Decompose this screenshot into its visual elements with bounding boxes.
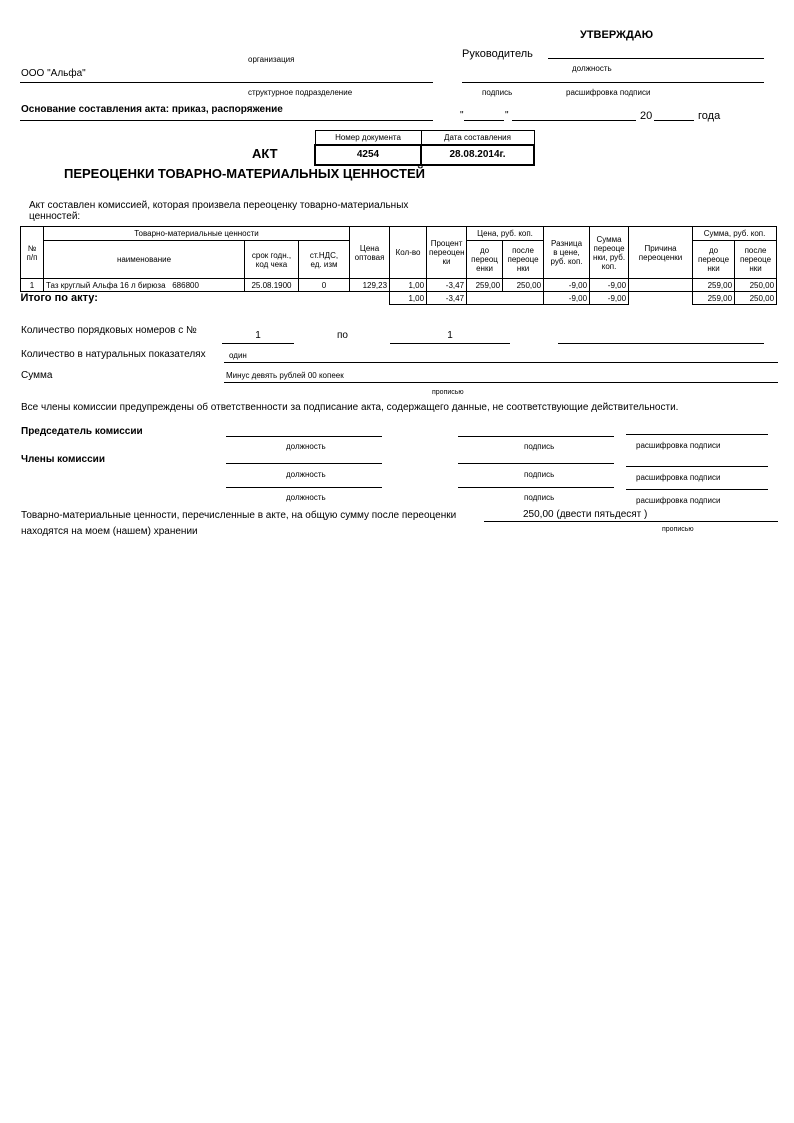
date-day-line[interactable]: [464, 120, 504, 121]
footer-line-2: находятся на моем (нашем) хранении: [21, 526, 198, 537]
numbers-label: Количество порядковых номеров с №: [21, 325, 197, 336]
approve-heading: УТВЕРЖДАЮ: [580, 29, 654, 41]
total-label: Итого по акту:: [20, 291, 98, 304]
head-decode-caption: расшифровка подписи: [566, 88, 651, 97]
number-extra-line[interactable]: [558, 343, 764, 344]
head-position-line[interactable]: [548, 58, 764, 59]
doc-number-table: [314, 130, 535, 166]
member2-position-caption: должность: [286, 493, 326, 502]
natural-line[interactable]: [224, 362, 778, 363]
doc-date: 28.08.2014г.: [421, 145, 534, 165]
footer-line-1: Товарно-материальные ценности, перечисленные в акте, на общую сумму после переоценки: [21, 510, 457, 521]
total-diff: -9,00: [544, 292, 590, 305]
header-shelf: срок годн., код чека: [245, 241, 299, 279]
doc-subtitle: ПЕРЕОЦЕНКИ ТОВАРНО-МАТЕРИАЛЬНЫХ ЦЕННОСТЕЙ: [64, 166, 425, 181]
header-wholesale: Цена оптовая: [350, 227, 390, 279]
member1-signature-line[interactable]: [458, 463, 614, 464]
footer-amount-line[interactable]: [484, 521, 778, 522]
table-row: [21, 279, 777, 292]
number-header: Номер документа: [315, 131, 421, 145]
header-sum: Сумма, руб. коп.: [693, 227, 777, 241]
footer-amount: 250,00 (двести пятьдесят ): [523, 509, 648, 520]
header-rev-sum: Сумма переоце нки, руб. коп.: [590, 227, 629, 279]
head-label: Руководитель: [462, 48, 533, 60]
doc-title: АКТ: [252, 146, 278, 161]
member1-signature-caption: подпись: [524, 470, 555, 479]
org-name: ООО "Альфа": [21, 68, 86, 79]
header-num: № п/п: [21, 227, 44, 279]
doc-number: 4254: [315, 145, 421, 165]
chair-position-line[interactable]: [226, 436, 382, 437]
chair-decode-caption: расшифровка подписи: [636, 441, 721, 450]
sum-line[interactable]: [224, 382, 778, 383]
header-price-after: после переоце нки: [503, 241, 544, 279]
member2-decode-caption: расшифровка подписи: [636, 496, 721, 505]
number-from-line[interactable]: [222, 343, 294, 344]
header-pct: Процент переоцен ки: [427, 227, 467, 279]
chair-signature-line[interactable]: [458, 436, 614, 437]
chair-decode-line[interactable]: [626, 434, 768, 435]
division-caption: структурное подразделение: [248, 88, 353, 97]
head-signature-line[interactable]: [462, 82, 764, 83]
footer-in-words-caption: прописью: [662, 526, 694, 533]
basis-label: Основание составления акта: приказ, распоряжение: [21, 104, 283, 115]
natural-value: один: [229, 351, 247, 360]
intro-line-1: Акт составлен комиссией, которая произвела переоценку товарно-материальных: [29, 200, 409, 211]
head-signature-caption: подпись: [482, 88, 513, 97]
header-reason: Причина переоценки: [629, 227, 693, 279]
header-diff: Разница в цене, руб. коп.: [544, 227, 590, 279]
sum-in-words-caption: прописью: [432, 389, 464, 396]
member2-signature-line[interactable]: [458, 487, 614, 488]
row-sum-before: 259,00: [693, 279, 735, 292]
date-month-line[interactable]: [512, 120, 636, 121]
row-name: Таз круглый Альфа 16 л бирюза 686800: [44, 279, 245, 292]
warning-text: Все члены комиссии предупреждены об ответственности за подписание акта, содержащего данные, не соответствующие действительности.: [21, 402, 679, 413]
date-quote-close: ": [505, 110, 509, 121]
total-qty: 1,00: [390, 292, 427, 305]
total-sum-after: 250,00: [735, 292, 777, 305]
row-wholesale: 129,23: [350, 279, 390, 292]
header-price: Цена, руб. коп.: [467, 227, 544, 241]
number-to-line[interactable]: [390, 343, 510, 344]
header-sum-before: до переоце нки: [693, 241, 735, 279]
member2-position-line[interactable]: [226, 487, 382, 488]
year-prefix: 20: [640, 110, 653, 122]
number-to: 1: [447, 330, 453, 341]
head-position-caption: должность: [572, 64, 612, 73]
total-reason-empty: [629, 292, 693, 305]
row-sum-after: 250,00: [735, 279, 777, 292]
row-price-before: 259,00: [467, 279, 503, 292]
header-price-before: до переоц енки: [467, 241, 503, 279]
row-price-after: 250,00: [503, 279, 544, 292]
row-vat: 0: [299, 279, 350, 292]
date-header: Дата составления: [421, 131, 534, 145]
revaluation-table: [20, 226, 777, 305]
row-pct: -3,47: [427, 279, 467, 292]
row-reason: [629, 279, 693, 292]
total-price-after-empty: [503, 292, 544, 305]
total-sum-before: 259,00: [693, 292, 735, 305]
row-rev-sum: -9,00: [590, 279, 629, 292]
basis-line: [20, 120, 433, 121]
row-diff: -9,00: [544, 279, 590, 292]
row-num: 1: [21, 279, 44, 292]
member1-position-caption: должность: [286, 470, 326, 479]
number-from: 1: [255, 330, 261, 341]
date-year-line[interactable]: [654, 120, 694, 121]
natural-label: Количество в натуральных показателях: [21, 349, 206, 360]
year-suffix: года: [698, 110, 721, 122]
org-caption: организация: [248, 55, 295, 64]
member2-signature-caption: подпись: [524, 493, 555, 502]
chair-position-caption: должность: [286, 442, 326, 451]
member1-position-line[interactable]: [226, 463, 382, 464]
row-shelf: 25.08.1900: [245, 279, 299, 292]
chair-signature-caption: подпись: [524, 442, 555, 451]
intro-line-2: ценностей:: [29, 211, 81, 222]
header-tmc: Товарно-материальные ценности: [44, 227, 350, 241]
sum-label: Сумма: [21, 370, 53, 381]
total-price-before-empty: [467, 292, 503, 305]
row-qty: 1,00: [390, 279, 427, 292]
total-row: [21, 292, 777, 305]
members-label: Члены комиссии: [21, 454, 105, 465]
total-pct: -3,47: [427, 292, 467, 305]
date-quote-open: ": [460, 110, 464, 121]
header-vat: ст.НДС, ед. изм: [299, 241, 350, 279]
member1-decode-line[interactable]: [626, 466, 768, 467]
sum-value: Минус девять рублей 00 копеек: [226, 371, 344, 380]
member2-decode-line[interactable]: [626, 489, 768, 490]
org-line: [20, 82, 433, 83]
header-qty: Кол-во: [390, 227, 427, 279]
chair-label: Председатель комиссии: [21, 426, 143, 437]
header-sum-after: после переоце нки: [735, 241, 777, 279]
number-to-label: по: [337, 330, 348, 341]
header-name: наименование: [44, 241, 245, 279]
total-rev-sum: -9,00: [590, 292, 629, 305]
member1-decode-caption: расшифровка подписи: [636, 473, 721, 482]
